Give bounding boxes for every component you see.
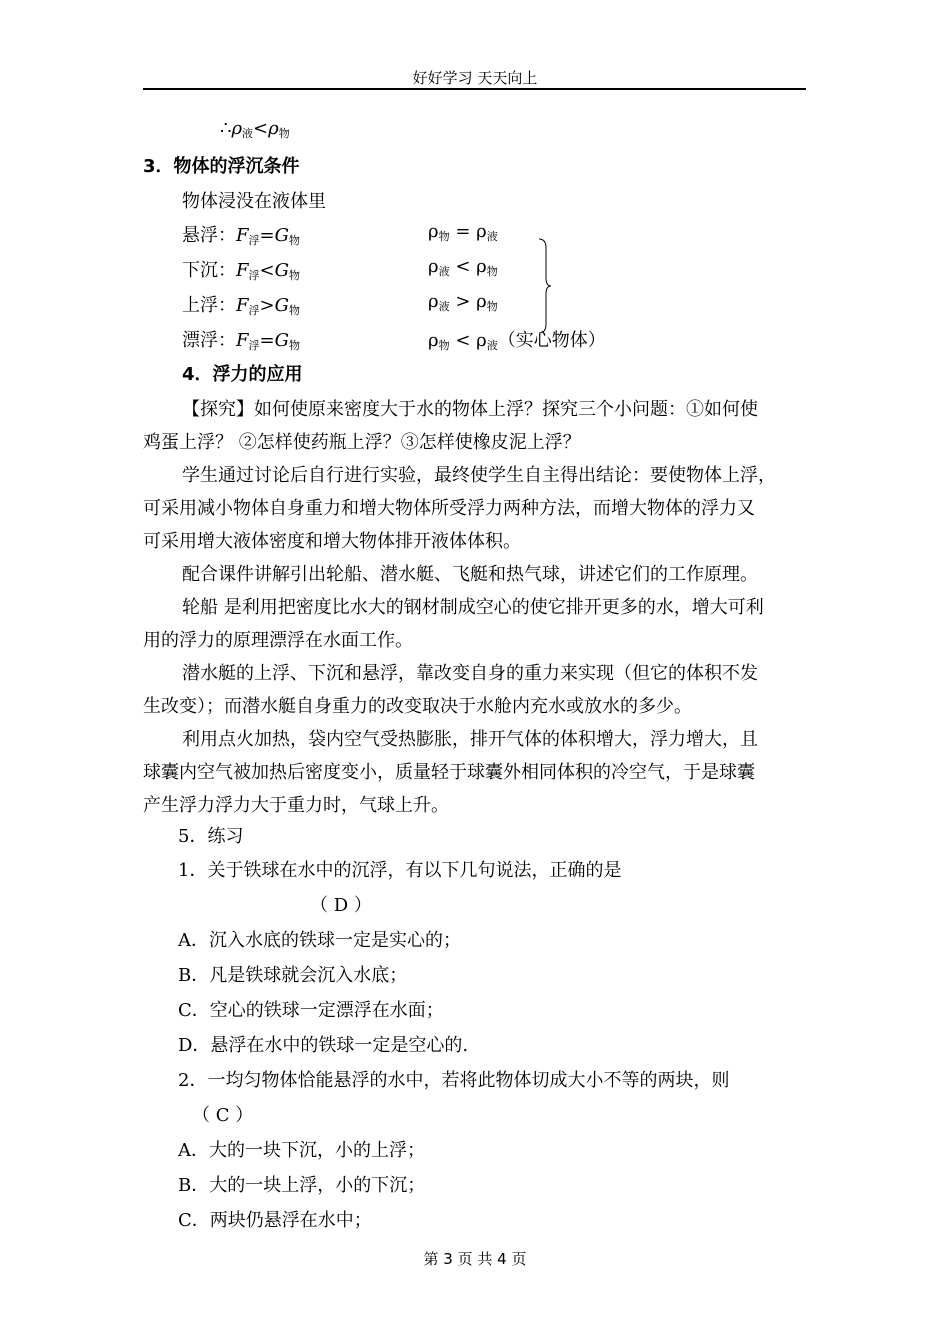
paragraph-line: 产生浮力浮力大于重力时，气球上升。 [143,795,449,816]
gravity-subscript: 物 [288,234,300,247]
force-symbol: F [236,225,249,246]
question-1-option: A．沉入水底的铁球一定是实心的； [178,930,461,951]
paragraph-line: 生改变）；而潜水艇自身重力的改变取决于水舱内充水或放水的多少。 [143,696,692,717]
page-footer: 第 3 页 共 4 页 [423,1250,527,1268]
condition-row [182,256,300,283]
paragraph-line: 用的浮力的原理漂浮在水面工作。 [143,630,413,651]
density-symbol: ρ [476,256,487,277]
gravity-symbol: G [274,225,289,246]
density-subscript: 物 [486,265,498,278]
density-symbol: ρ [428,330,439,351]
question-1-option: B．凡是铁球就会沉入水底； [178,965,408,986]
paragraph-line: 利用点火加热，袋内空气受热膨胀，排开气体的体积增大，浮力增大，且 [182,729,758,750]
force-subscript: 浮 [248,269,260,282]
density-subscript: 物 [438,339,450,352]
force-subscript: 浮 [248,304,260,317]
question-1-stem: 1．关于铁球在水中的沉浮，有以下几句说法，正确的是 [178,860,622,881]
density-symbol: ρ [476,221,487,242]
force-operator: > [259,295,275,316]
density-subscript: 液 [486,339,498,352]
density-subscript: 液 [438,300,450,313]
density-relation [428,291,498,314]
question-2-answer: （ C ） [192,1105,254,1126]
paragraph-line: 配合课件讲解引出轮船、潜水艇、飞艇和热气球，讲述它们的工作原理。 [182,564,758,585]
page-header: 好好学习 天天向上 [412,69,538,87]
therefore-line: $\therefore\rho_液<\rho_物$ [220,118,290,140]
paragraph-line: 可采用减小物体自身重力和增大物体所受浮力两种方法，而增大物体的浮力又 [143,498,755,519]
force-symbol: F [236,330,249,351]
density-symbol: ρ [428,221,439,242]
density-relation [428,221,498,244]
therefore-symbol: ∴ [220,118,232,139]
question-2-option: B．大的一块上浮，小的下沉； [178,1175,426,1196]
force-subscript: 浮 [248,234,260,247]
density-operator: < [455,330,471,351]
density-operator: > [455,291,471,312]
gravity-subscript: 物 [288,269,300,282]
force-operator: < [259,260,275,281]
question-2-option: C．两块仍悬浮在水中； [178,1210,372,1231]
density-symbol: ρ [428,256,439,277]
paragraph-line: 学生通过讨论后自行进行实验，最终使学生自主得出结论：要使物体上浮， [182,465,776,486]
section5-title: 5．练习 [178,826,244,847]
question-1-answer: （ D ） [310,895,372,916]
paragraph-line: 潜水艇的上浮、下沉和悬浮，靠改变自身的重力来实现（但它的体积不发 [182,663,758,684]
header-rule [143,88,806,90]
question-1-option: D．悬浮在水中的铁球一定是空心的. [178,1035,469,1056]
density-operator: = [455,221,471,242]
gravity-symbol: G [274,330,289,351]
density-symbol: ρ [476,291,487,312]
density-symbol: ρ [428,291,439,312]
density-relation [428,326,606,353]
section4-title: 4．浮力的应用 [182,364,303,385]
brace-icon [538,238,552,334]
density-relation [428,256,498,279]
force-operator: = [259,330,275,351]
density-symbol: ρ [476,330,487,351]
paragraph-line: 鸡蛋上浮？ ②怎样使药瓶上浮？③怎样使橡皮泥上浮？ [143,432,581,453]
paragraph-line: 可采用增大液体密度和增大物体排开液体体积。 [143,531,521,552]
question-1-option: C．空心的铁球一定漂浮在水面； [178,1000,444,1021]
condition-row [182,221,300,248]
density-operator: < [455,256,471,277]
density-subscript: 物 [438,230,450,243]
density-subscript: 物 [486,300,498,313]
gravity-subscript: 物 [288,339,300,352]
paragraph-line: 【探究】如何使原来密度大于水的物体上浮？探究三个小问题：①如何使 [182,399,758,420]
gravity-symbol: G [274,295,289,316]
force-symbol: F [236,260,249,281]
force-operator: = [259,225,275,246]
condition-label: 上浮： [182,295,236,316]
condition-label: 下沉： [182,260,236,281]
gravity-subscript: 物 [288,304,300,317]
density-subscript: 液 [486,230,498,243]
paragraph-line: 轮船 是利用把密度比水大的钢材制成空心的使它排开更多的水，增大可利 [182,597,764,618]
immerse-text: 物体浸没在液体里 [182,191,326,212]
density-note: （实心物体） [497,330,606,351]
question-2-option: A．大的一块下沉，小的上浮； [178,1140,425,1161]
gravity-symbol: G [274,260,289,281]
question-2-stem: 2．一均匀物体恰能悬浮的水中，若将此物体切成大小不等的两块，则 [178,1070,730,1091]
condition-label: 悬浮： [182,225,236,246]
condition-row [182,326,300,353]
force-symbol: F [236,295,249,316]
condition-row [182,291,300,318]
section3-title: 3．物体的浮沉条件 [143,156,300,177]
force-subscript: 浮 [248,339,260,352]
paragraph-line: 球囊内空气被加热后密度变小，质量轻于球囊外相同体积的冷空气，于是球囊 [143,762,755,783]
condition-label: 漂浮： [182,330,236,351]
density-subscript: 液 [438,265,450,278]
